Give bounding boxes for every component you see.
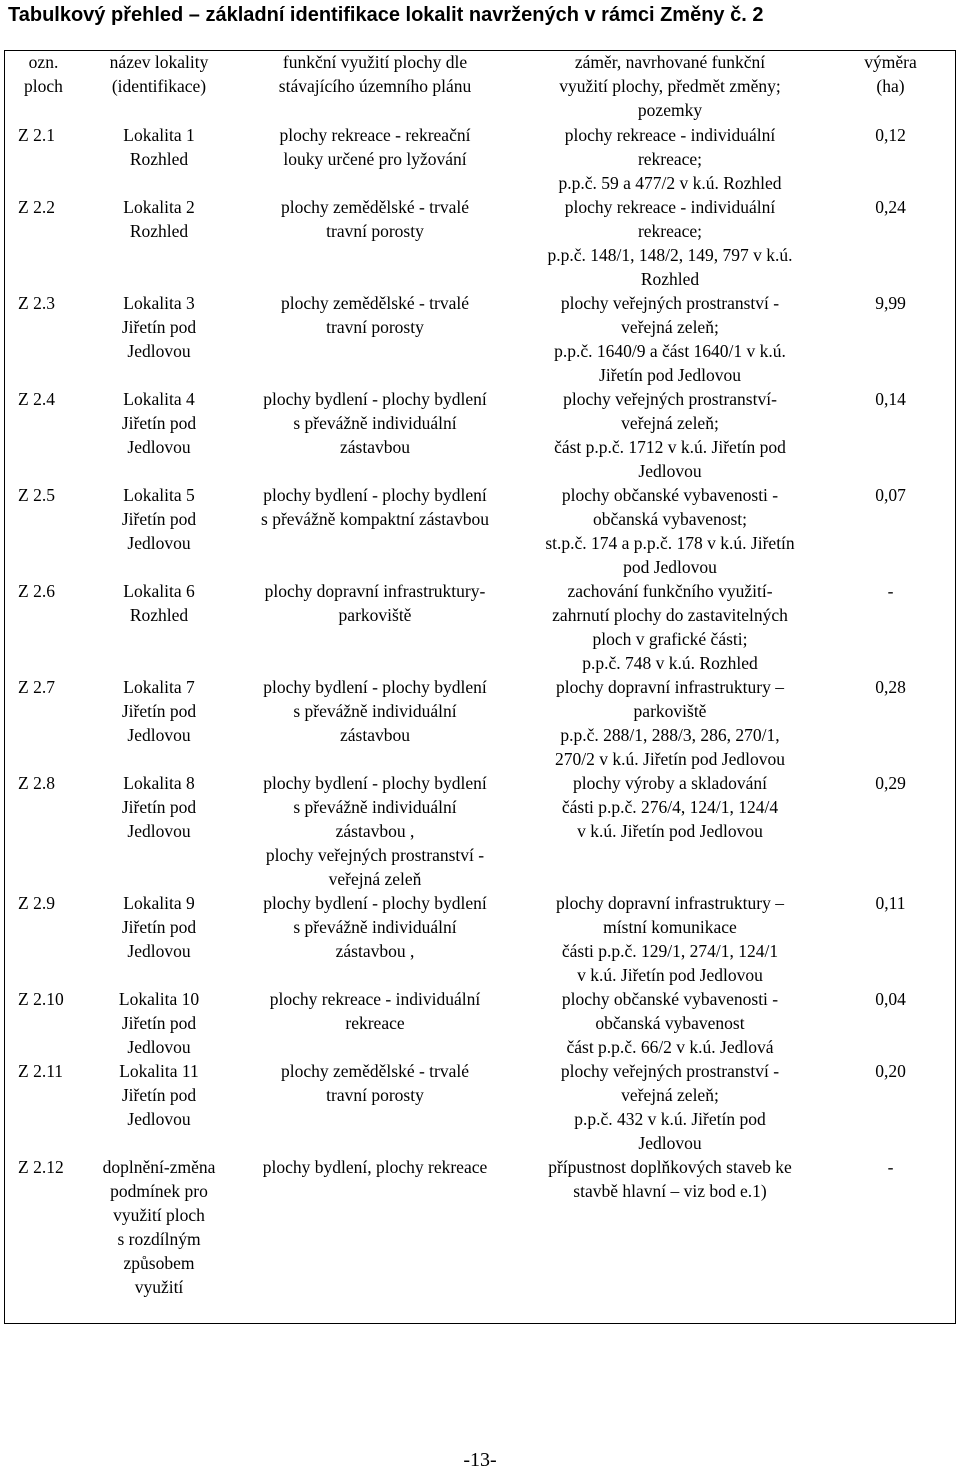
cell-area: 0,24: [875, 197, 906, 217]
cell-current-use: plochy bydlení - plochy bydlení s převážně kompaktní zástavbou: [261, 485, 489, 529]
cell-name: doplnění-změna podmínek pro využití ploch s rozdílným způsobem využití: [102, 1157, 216, 1297]
cell-current-use: plochy zemědělské - trvalé travní porosty: [280, 1061, 470, 1105]
table-row: [4, 123, 956, 195]
table-row: [4, 387, 956, 483]
cell-proposal: plochy dopravní infrastruktury – parkoviště p.p.č. 288/1, 288/3, 286, 270/1, 270/2 v k.ú. Jiřetín pod Jedlovou: [555, 677, 785, 769]
cell-proposal: plochy veřejných prostranství - veřejná zeleň; p.p.č. 1640/9 a část 1640/1 v k.ú. Jiřetín pod Jedlovou: [554, 293, 786, 385]
cell-area: 0,14: [875, 389, 906, 409]
cell-area: 0,28: [875, 677, 906, 697]
header-area: výměra (ha): [864, 52, 917, 96]
header-current-use: funkční využití plochy dle stávajícího územního plánu: [278, 52, 472, 96]
cell-name: Lokalita 11 Jiřetín pod Jedlovou: [119, 1061, 199, 1129]
cell-area: 0,20: [875, 1061, 906, 1081]
cell-proposal: plochy občanské vybavenosti - občanská vybavenost; st.p.č. 174 a p.p.č. 178 v k.ú. Jiřetín pod Jedlovou: [545, 485, 795, 577]
cell-code: Z 2.4: [18, 389, 55, 409]
cell-current-use: plochy rekreace - individuální rekreace: [269, 989, 481, 1033]
cell-proposal: plochy veřejných prostranství- veřejná zeleň; část p.p.č. 1712 v k.ú. Jiřetín pod Jedlovou: [554, 389, 786, 481]
table-row: [4, 771, 956, 891]
table-row: [4, 291, 956, 387]
cell-area: 0,07: [875, 485, 906, 505]
cell-area: 0,04: [875, 989, 906, 1009]
cell-name: Lokalita 6 Rozhled: [123, 581, 195, 625]
table-row: [4, 195, 956, 291]
cell-proposal: přípustnost doplňkových staveb ke stavbě hlavní – viz bod e.1): [548, 1157, 792, 1201]
table-row: [4, 483, 956, 579]
cell-name: Lokalita 1 Rozhled: [123, 125, 195, 169]
cell-code: Z 2.6: [18, 581, 55, 601]
cell-area: -: [887, 1157, 894, 1177]
locality-table: [4, 50, 956, 1309]
cell-current-use: plochy bydlení - plochy bydlení s převážně individuální zástavbou: [263, 389, 487, 457]
cell-current-use: plochy zemědělské - trvalé travní porosty: [280, 197, 470, 241]
cell-area: -: [887, 581, 894, 601]
cell-proposal: plochy občanské vybavenosti - občanská vybavenost část p.p.č. 66/2 v k.ú. Jedlová: [561, 989, 779, 1057]
cell-name: Lokalita 7 Jiřetín pod Jedlovou: [121, 677, 197, 745]
cell-code: Z 2.2: [18, 197, 55, 217]
cell-area: 0,12: [875, 125, 906, 145]
table-row: [4, 987, 956, 1059]
cell-area: 0,11: [875, 893, 906, 913]
cell-proposal: zachování funkčního využití- zahrnutí plochy do zastavitelných ploch v grafické části; p.p.č. 748 v k.ú. Rozhled: [552, 581, 788, 673]
page-number: -13-: [463, 1449, 497, 1471]
cell-name: Lokalita 9 Jiřetín pod Jedlovou: [121, 893, 197, 961]
table-header-row: [4, 50, 956, 123]
cell-name: Lokalita 10 Jiřetín pod Jedlovou: [118, 989, 200, 1057]
table-row: [4, 579, 956, 675]
cell-proposal: plochy výroby a skladování části p.p.č. 276/4, 124/1, 124/4 v k.ú. Jiřetín pod Jedlovou: [561, 773, 779, 841]
cell-proposal: plochy dopravní infrastruktury – místní komunikace části p.p.č. 129/1, 274/1, 124/1 v k.ú. Jiřetín pod Jedlovou: [556, 893, 784, 985]
cell-code: Z 2.11: [18, 1061, 64, 1081]
table-row: [4, 1059, 956, 1155]
page-title: Tabulkový přehled – základní identifikace lokalit navržených v rámci Změny č. 2: [8, 4, 764, 26]
cell-current-use: plochy zemědělské - trvalé travní porosty: [280, 293, 470, 337]
cell-name: Lokalita 4 Jiřetín pod Jedlovou: [121, 389, 197, 457]
cell-area: 0,29: [875, 773, 906, 793]
cell-code: Z 2.10: [18, 989, 64, 1009]
cell-code: Z 2.7: [18, 677, 55, 697]
header-proposal: záměr, navrhované funkční využití plochy, předmět změny; pozemky: [559, 52, 781, 120]
cell-code: Z 2.3: [18, 293, 55, 313]
cell-current-use: plochy bydlení - plochy bydlení s převážně individuální zástavbou: [263, 677, 487, 745]
cell-name: Lokalita 8 Jiřetín pod Jedlovou: [121, 773, 197, 841]
cell-current-use: plochy bydlení - plochy bydlení s převážně individuální zástavbou ,: [263, 893, 487, 961]
cell-current-use: plochy rekreace - rekreační louky určené pro lyžování: [279, 125, 471, 169]
cell-code: Z 2.12: [18, 1157, 64, 1177]
cell-name: Lokalita 2 Rozhled: [123, 197, 195, 241]
cell-code: Z 2.1: [18, 125, 55, 145]
header-name: název lokality (identifikace): [109, 52, 209, 96]
table-row: [4, 675, 956, 771]
header-code: ozn. ploch: [24, 52, 63, 96]
cell-proposal: plochy veřejných prostranství - veřejná zeleň; p.p.č. 432 v k.ú. Jiřetín pod Jedlovou: [560, 1061, 780, 1153]
table-row: [4, 891, 956, 987]
cell-current-use: plochy bydlení - plochy bydlení s převážně individuální zástavbou , plochy veřejných prostranství - veřejná zeleň: [263, 773, 487, 889]
cell-code: Z 2.5: [18, 485, 55, 505]
cell-current-use: plochy dopravní infrastruktury- parkoviště: [264, 581, 486, 625]
cell-proposal: plochy rekreace - individuální rekreace; p.p.č. 148/1, 148/2, 149, 797 v k.ú. Rozhled: [547, 197, 793, 289]
cell-code: Z 2.9: [18, 893, 55, 913]
cell-code: Z 2.8: [18, 773, 55, 793]
table-row: [4, 1155, 956, 1309]
cell-name: Lokalita 5 Jiřetín pod Jedlovou: [121, 485, 197, 553]
cell-name: Lokalita 3 Jiřetín pod Jedlovou: [121, 293, 197, 361]
cell-current-use: plochy bydlení, plochy rekreace: [262, 1157, 488, 1177]
cell-area: 9,99: [875, 293, 906, 313]
cell-proposal: plochy rekreace - individuální rekreace; p.p.č. 59 a 477/2 v k.ú. Rozhled: [558, 125, 782, 193]
